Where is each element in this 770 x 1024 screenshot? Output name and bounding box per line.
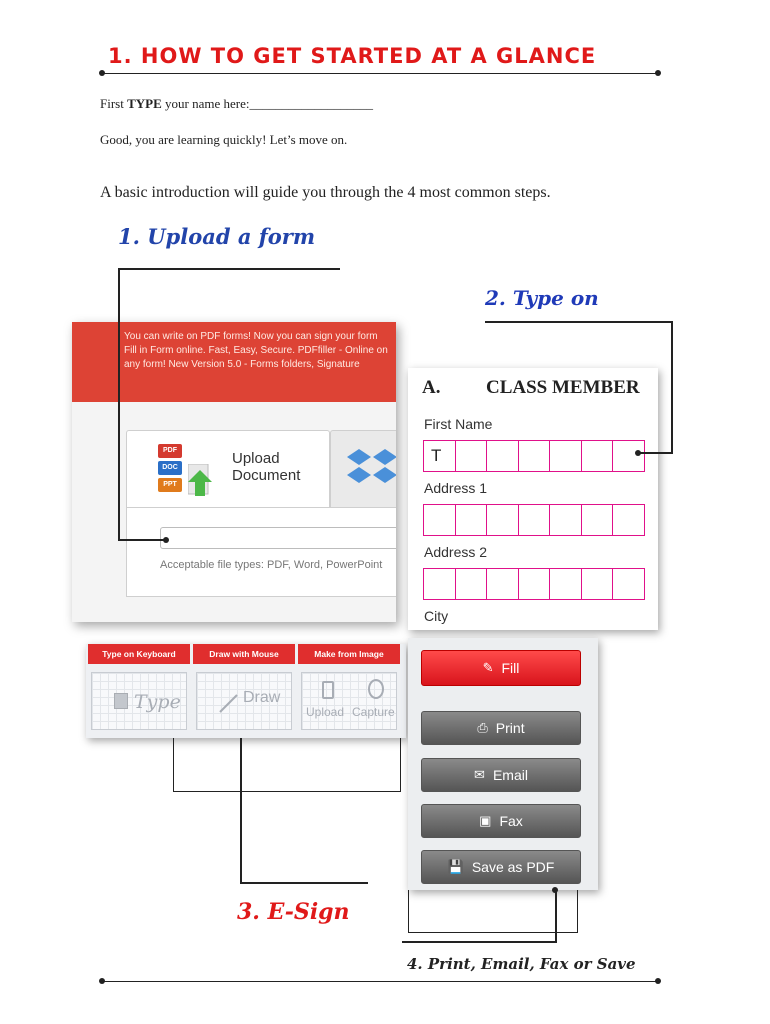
step4-bracket-bottom (408, 932, 578, 933)
step1-connector-dot (163, 537, 169, 543)
printer-icon: ⎙ (477, 720, 488, 735)
type-on-keyboard-label: Type on Keyboard (88, 644, 190, 664)
first-name-label: First Name (424, 416, 493, 432)
address2-cell[interactable] (549, 568, 582, 600)
address2-cell[interactable] (486, 568, 519, 600)
step3-bracket-right (400, 738, 401, 792)
address1-cell[interactable] (455, 504, 488, 536)
step4-connector-bottom (402, 941, 557, 943)
keyboard-icon (114, 693, 128, 709)
step1-connector-top (118, 268, 340, 270)
first-name-field[interactable] (423, 440, 644, 472)
address2-field[interactable] (423, 568, 644, 600)
image-signature-area[interactable] (301, 672, 397, 730)
step1-connector-bottom (118, 539, 166, 541)
title-underline-dot-left (99, 70, 105, 76)
step4-connector-vertical (555, 891, 557, 943)
accepted-file-types: Acceptable file types: PDF, Word, PowerPoint (160, 559, 383, 571)
draw-with-mouse-label: Draw with Mouse (193, 644, 295, 664)
camera-icon (368, 679, 384, 699)
step4-title: 4. Print, Email, Fax or Save (407, 955, 636, 973)
step1-connector-vertical (118, 268, 120, 541)
step3-connector-bottom (240, 882, 368, 884)
step3-bracket-bottom (173, 791, 401, 792)
fax-icon: ▣ (479, 813, 492, 828)
type-word: Type (134, 691, 181, 713)
draw-word: Draw (243, 689, 281, 706)
email-label: Email (492, 767, 528, 783)
dropbox-tab[interactable] (330, 430, 396, 508)
title-underline-dot-right (655, 70, 661, 76)
type-bold: TYPE (127, 96, 162, 111)
fill-button[interactable] (421, 650, 581, 686)
upload-panel (72, 322, 396, 622)
address1-field[interactable] (423, 504, 644, 536)
basic-intro-text: A basic introduction will guide you through the 4 most common steps. (100, 184, 551, 201)
email-button[interactable] (421, 758, 581, 792)
form-panel (408, 368, 658, 630)
step3-title: 3. E-Sign (237, 899, 350, 925)
make-from-image-label: Make from Image (298, 644, 400, 664)
type-on-keyboard-tab[interactable] (88, 644, 190, 736)
upload-icon (322, 681, 334, 699)
address1-cell[interactable] (423, 504, 456, 536)
step2-connector-bottom (640, 452, 673, 454)
fax-button[interactable] (421, 804, 581, 838)
footer-rule (102, 981, 658, 982)
make-from-image-tab[interactable] (298, 644, 400, 736)
upload-document-label[interactable]: Upload Document (232, 450, 301, 484)
type-signature-area[interactable] (91, 672, 187, 730)
print-label: Print (495, 720, 525, 736)
address1-cell[interactable] (549, 504, 582, 536)
fax-label: Fax (499, 813, 523, 829)
action-panel (408, 638, 598, 890)
file-type-badges (158, 444, 182, 495)
address1-cell[interactable] (581, 504, 614, 536)
step4-connector-dot (552, 887, 558, 893)
envelope-icon: ✉ (474, 767, 485, 782)
first-name-cell[interactable] (455, 440, 488, 472)
pen-icon (217, 691, 241, 715)
type-name-prompt (100, 96, 373, 112)
step2-connector-dot (635, 450, 641, 456)
address2-cell[interactable] (423, 568, 456, 600)
step2-connector-top (485, 321, 673, 323)
title-underline (102, 73, 658, 74)
step3-bracket-left (173, 738, 174, 792)
step3-connector-vertical (240, 738, 242, 884)
draw-with-mouse-tab[interactable] (193, 644, 295, 736)
address1-label: Address 1 (424, 480, 488, 496)
feedback-text: Good, you are learning quickly! Let’s move on. (100, 132, 348, 147)
save-icon: 💾 (447, 859, 464, 874)
page-title: 1. HOW TO GET STARTED AT A GLANCE (108, 44, 597, 68)
type-suffix[interactable]: your name here:___________________ (161, 96, 373, 111)
address2-cell[interactable] (612, 568, 645, 600)
first-name-cell[interactable] (518, 440, 551, 472)
address2-cell[interactable] (581, 568, 614, 600)
city-label: City (424, 608, 449, 624)
file-path-input[interactable] (160, 527, 396, 549)
first-name-cell[interactable] (612, 440, 645, 472)
step1-title: 1. Upload a form (118, 224, 316, 249)
draw-signature-area[interactable] (196, 672, 292, 730)
doc-badge: DOC (158, 461, 182, 475)
footer-rule-dot-left (99, 978, 105, 984)
first-name-cell[interactable] (581, 440, 614, 472)
address1-cell[interactable] (612, 504, 645, 536)
fill-icon: ✎ (482, 660, 494, 675)
capture-word: Capture (352, 705, 395, 719)
step2-connector-vertical (671, 321, 673, 454)
print-button[interactable] (421, 711, 581, 745)
first-name-cell[interactable] (549, 440, 582, 472)
section-letter: A. (422, 377, 441, 398)
save-label: Save as PDF (471, 859, 555, 875)
address2-cell[interactable] (455, 568, 488, 600)
first-name-cell[interactable]: T (423, 440, 456, 472)
address2-label: Address 2 (424, 544, 488, 560)
footer-rule-dot-right (655, 978, 661, 984)
esign-panel (86, 644, 406, 738)
address1-cell[interactable] (518, 504, 551, 536)
upload-banner: You can write on PDF forms! Now you can sign your form Fill in Form online. Fast, Easy, Secure. PDFfiller - Online on any form! New Version 5.0 - Forms folders, Signature (72, 322, 396, 402)
step4-bracket-right (577, 890, 578, 933)
dropbox-icon (347, 445, 396, 489)
upload-arrow-icon (188, 464, 212, 498)
address2-cell[interactable] (518, 568, 551, 600)
address1-cell[interactable] (486, 504, 519, 536)
pdf-badge: PDF (158, 444, 182, 458)
type-prefix: First (100, 96, 128, 111)
save-as-pdf-button[interactable] (421, 850, 581, 884)
step2-title: 2. Type on (485, 286, 599, 310)
section-title: CLASS MEMBER (486, 377, 640, 398)
upload-word: Upload (306, 705, 345, 719)
first-name-cell[interactable] (486, 440, 519, 472)
step4-bracket-left (408, 890, 409, 933)
fill-label: Fill (501, 660, 520, 676)
upload-body (126, 507, 396, 597)
ppt-badge: PPT (158, 478, 182, 492)
